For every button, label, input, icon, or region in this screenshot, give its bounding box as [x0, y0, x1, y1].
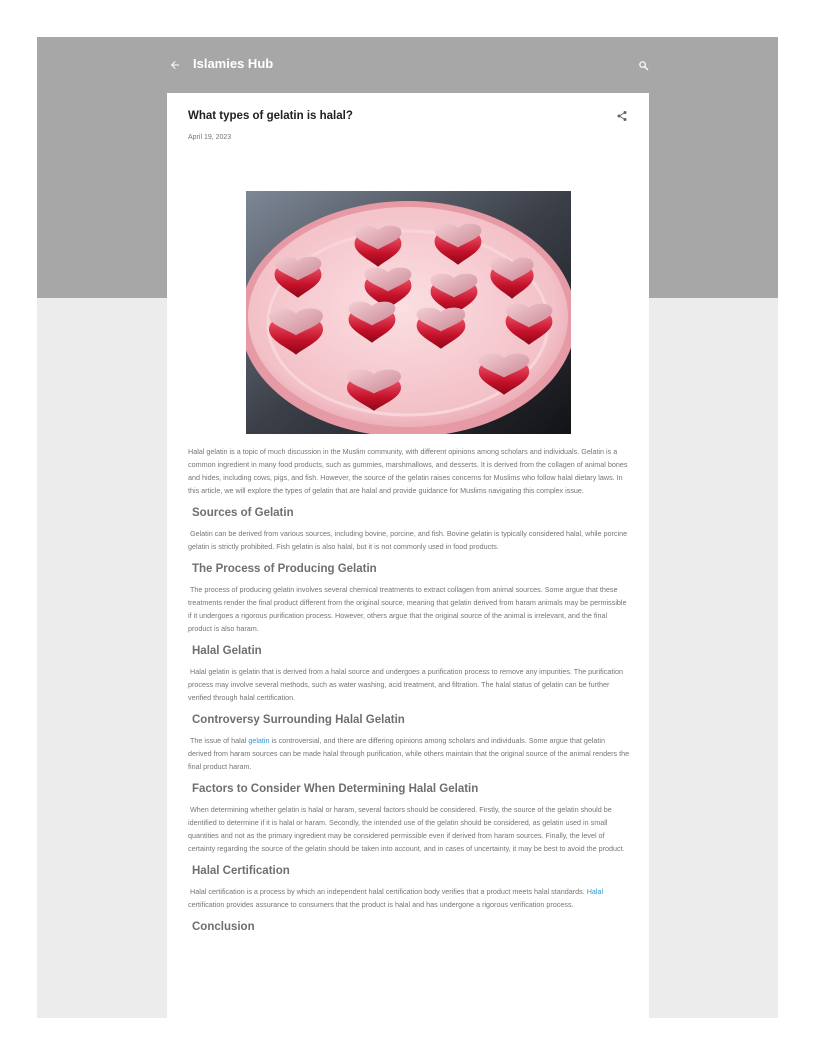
section-text — [188, 734, 630, 773]
section-heading: Sources of Gelatin — [192, 507, 294, 519]
share-icon — [616, 110, 628, 122]
post-image[interactable] — [246, 191, 571, 434]
section-heading: The Process of Producing Gelatin — [192, 563, 377, 575]
section-text-before: Halal certification is a process by which an independent halal certification body verifies that a product meets halal standards. — [190, 887, 587, 896]
post-body — [188, 445, 630, 941]
post-intro: Halal gelatin is a topic of much discussion in the Muslim community, with different opinions among scholars and individuals. Gelatin is a common ingredient in many food products, such as gummies, marshmallows, and desserts. It is derived from the collagen of animal bones and hides, including cows, pigs, and fish. However, the source of the gelatin raises concerns for Muslims who follow halal dietary laws. In this article, we will explore the types of gelatin that are halal and provide guidance for Muslims navigating this complex issue. — [188, 447, 628, 495]
section-text-after: is controversial, and there are differing opinions among scholars and individuals. Some argue that gelatin derived from haram sources can be made halal through purification, while others maintain that the original source of the animal renders the final product haram. — [188, 736, 630, 771]
search-button[interactable] — [634, 55, 652, 75]
site-title[interactable]: Islamies Hub — [193, 56, 274, 71]
section-text-before: The issue of halal — [190, 736, 249, 745]
gelatin-link[interactable]: gelatin — [248, 736, 270, 745]
section-text: Gelatin can be derived from various sources, including bovine, porcine, and fish. Bovine gelatin is typically considered halal, while porcine gelatin is strictly prohibited. Fish gelatin is also halal, but it is not commonly used in food products. — [188, 529, 628, 551]
page-frame — [37, 37, 778, 1018]
search-icon — [638, 60, 649, 71]
share-button[interactable] — [613, 107, 631, 125]
section-heading: Conclusion — [192, 921, 255, 933]
section-heading: Controversy Surrounding Halal Gelatin — [192, 714, 405, 726]
post-title: What types of gelatin is halal? — [188, 110, 353, 122]
section-text: The process of producing gelatin involves several chemical treatments to extract collagen from animal sources. Some argue that these treatments render the final product different from the original source, meaning that gelatin derived from haram animals may be permissible if it undergoes a rigorous purification process. However, others argue that the original source of the animal is irrelevant, and the final product is also haram. — [188, 585, 627, 633]
halal-link[interactable]: Halal — [586, 887, 604, 896]
section-text-after: certification provides assurance to consumers that the product is halal and has undergone a rigorous verification process. — [188, 900, 574, 909]
post-date: April 19, 2023 — [188, 134, 232, 141]
section-heading: Halal Certification — [192, 865, 290, 877]
post-card — [167, 93, 649, 1018]
section-text — [188, 885, 630, 911]
arrow-back-icon — [169, 59, 181, 71]
section-heading: Factors to Consider When Determining Halal Gelatin — [192, 783, 479, 795]
back-button[interactable] — [165, 55, 185, 75]
section-text: When determining whether gelatin is halal or haram, several factors should be considered. Firstly, the source of the gelatin should be identified to determine if it is halal or haram. Secondly, the intended use of the gelatin should be considered, as gelatin used in small quantities and not as the primary ingredient may be considered permissible even if derived from haram sources. Finally, the level of certainty regarding the source of the gelatin should be taken into account, and in cases of uncertainty, it may be best to avoid the product. — [188, 805, 625, 853]
section-heading: Halal Gelatin — [192, 645, 262, 657]
section-text: Halal gelatin is gelatin that is derived from a halal source and undergoes a purification process to remove any impurities. The purification process may involve several methods, such as water washing, acid treatment, and filtration. The halal status of gelatin can be further verified through halal certification. — [188, 667, 623, 702]
